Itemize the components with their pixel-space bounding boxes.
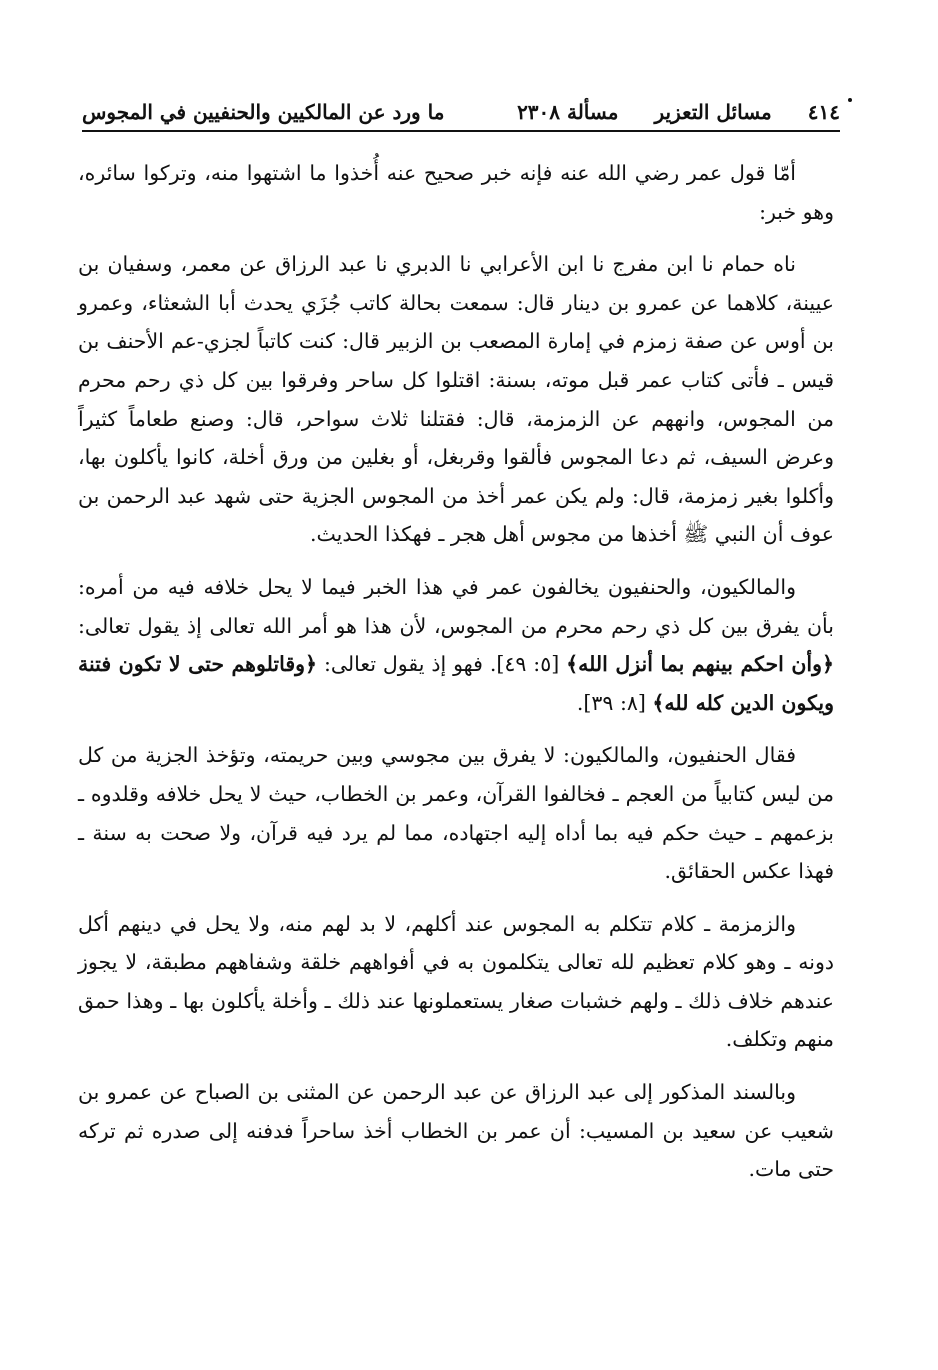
paragraph: ناه حمام نا ابن مفرج نا ابن الأعرابي نا الدبري نا عبد الرزاق عن معمر، وسفيان بن عيينة، كلاهما عن عمرو بن دينار قال: سمعت بحالة كاتب جُزَي يحدث أبا الشعثاء، وعمرو بن أوس عن صفة زمزم في إمارة المصعب بن الزبير قال: كنت كاتباً لجزي-عم الأحنف بن قيس ـ فأتى كتاب عمر قبل موته، بسنة: اقتلوا كل ساحر وفرقوا بين كل ذي رحم محرم من المجوس، وانههم عن الزمزمة، قال: فقتلنا ثلاث سواحر، قال: وصنع طعاماً كثيراً وعرض السيف، ثم دعا المجوس فألقوا وقربغل، أو بغلين من ورق أخلة، كانوا يأكلون بها، وأكلوا بغير زمزمة، قال: ولم يكن عمر أخذ من المجوس الجزية حتى شهد عبد الرحمن بن عوف أن النبي ﷺ أخذها من مجوس أهل هجر ـ فهكذا الحديث. (78, 252, 834, 547)
verse-reference: [٥: ٤٩]. فهو إذ يقول تعالى: (323, 652, 560, 677)
header-right-group (517, 100, 840, 124)
issue-number: مسألة ٢٣٠٨ (517, 100, 619, 124)
section-title: ما ورد عن المالكيين والحنفيين في المجوس (82, 100, 445, 124)
verse-reference: [٨: ٣٩]. (576, 690, 646, 715)
book-title: مسائل التعزير (654, 100, 772, 124)
paragraph: وبالسند المذكور إلى عبد الرزاق عن عبد الرحمن عن المثنى بن الصباح عن عمرو بن شعيب عن سعيد بن المسيب: أن عمر بن الخطاب أخذ ساحراً فدفنه إلى صدره ثم تركه حتى مات. (78, 1080, 834, 1182)
page-number: ٤١٤ (807, 100, 840, 124)
paragraph: فقال الحنفيون، والمالكيون: لا يفرق بين مجوسي وبين حريمته، وتؤخذ الجزية من كل من ليس كتابياً من العجم ـ فخالفوا القرآن، وعمر بن الخطاب، حيث لا يحل خلافه وقلدوه ـ بزعمهم ـ حيث حكم فيه بما أداه إليه اجتهاده، مما لم يرد فيه قرآن، ولا صحت به سنة ـ فهذا عكس الحقائق. (78, 743, 834, 884)
paragraph-text: والمالكيون، والحنفيون يخالفون عمر في هذا الخبر فيما لا يحل خلافه فيه من أمره: بأن يفرق بين كل ذي رحم محرم من المجوس، لأن هذا هو أمر الله تعالى إذ يقول تعالى: (78, 574, 834, 638)
paragraph: أمّا قول عمر رضي الله عنه فإنه خبر صحيح عنه أُخذوا ما اشتهوا منه، وتركوا سائره، وهو خبر: (78, 161, 834, 224)
paragraph: والزمزمة ـ كلام تتكلم به المجوس عند أكلهم، لا بد لهم منه، ولا يحل في دينهم أكل دونه ـ وهو كلام تعظيم لله تعالى يتكلمون به في أفواههم خلقة وشفاههم مطبقة، لا يجوز عندهم خلاف ذلك ـ ولهم خشبات صغار يستعملونها عند ذلك ـ وأخلة يأكلون بها ـ وهذا حمق منهم وتكلف. (78, 911, 834, 1052)
paragraph (78, 568, 834, 722)
quran-verse: ﴿وقاتلوهم حتى لا تكون فتنة ويكون الدين كله لله﴾ (78, 652, 834, 715)
quran-verse: ﴿وأن احكم بينهم بما أنزل الله﴾ (566, 652, 834, 677)
page-mark (848, 98, 852, 102)
page-header (82, 88, 840, 132)
main-text (78, 154, 834, 1203)
